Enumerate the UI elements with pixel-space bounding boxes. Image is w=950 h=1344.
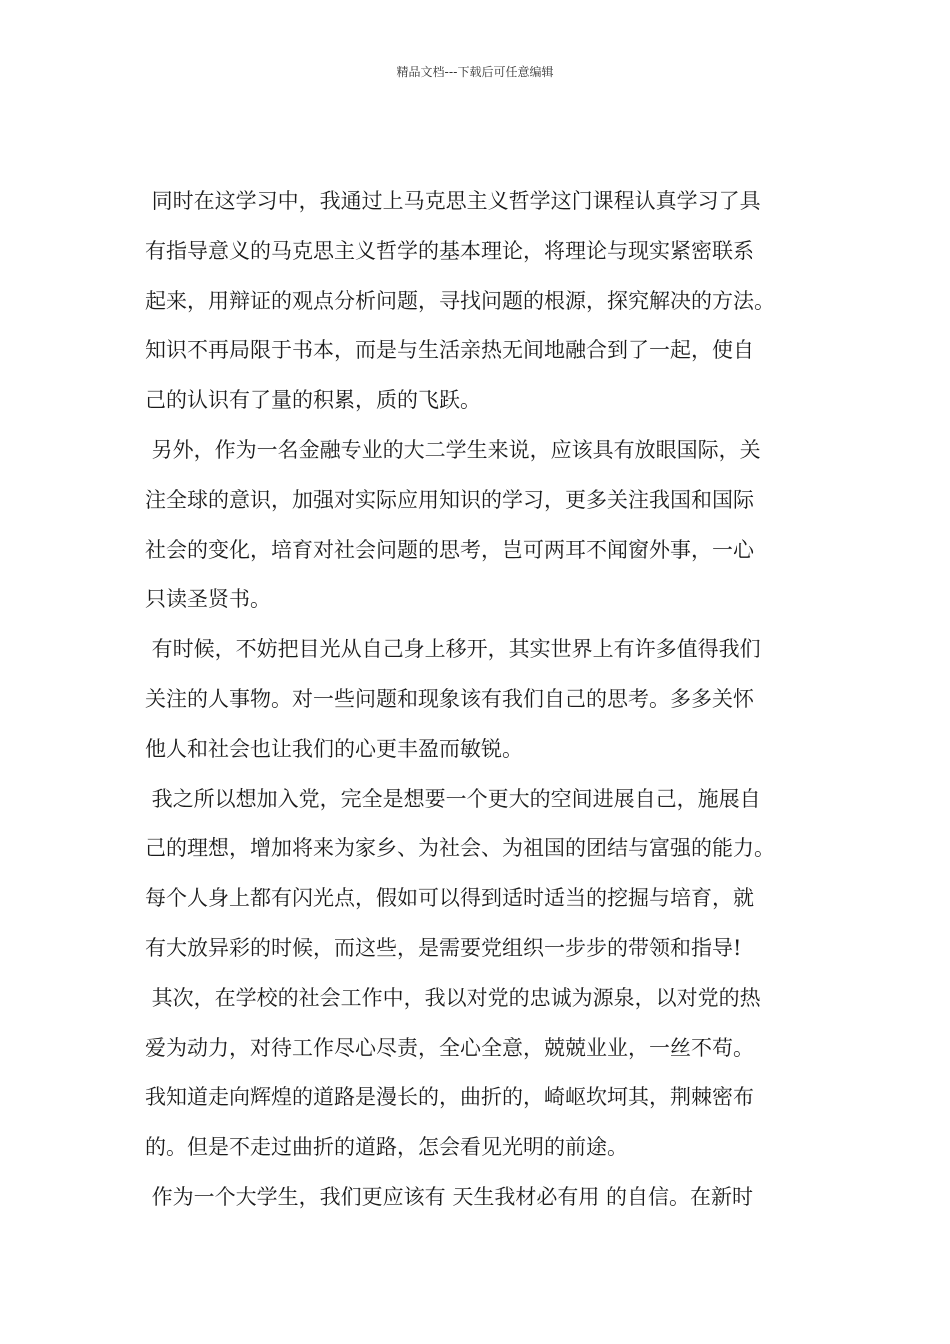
text-line: 其次，在学校的社会工作中，我以对党的忠诚为源泉，以对党的热 (145, 985, 761, 1010)
text-line: 作为一个大学生，我们更应该有 天生我材必有用 的自信。在新时 (145, 1184, 754, 1209)
body-text (145, 177, 825, 1223)
text-line: 他人和社会也让我们的心更丰盈而敏锐。 (145, 736, 523, 761)
text-line: 起来，用辩证的观点分析问题，寻找问题的根源，探究解决的方法。 (145, 288, 775, 313)
text-line: 只读圣贤书。 (145, 587, 271, 612)
text-line: 爱为动力，对待工作尽心尽责，全心全意，兢兢业业，一丝不苟。 (145, 1035, 754, 1060)
text-line: 我之所以想加入党，完全是想要一个更大的空间进展自己，施展自 (145, 786, 761, 811)
text-line: 另外，作为一名金融专业的大二学生来说，应该具有放眼国际，关 (145, 437, 761, 462)
text-line: 同时在这学习中，我通过上马克思主义哲学这门课程认真学习了具 (145, 189, 761, 213)
text-line: 有时候，不妨把目光从自己身上移开，其实世界上有许多值得我们 (145, 637, 761, 662)
text-line: 关注的人事物。对一些问题和现象该有我们自己的思考。多多关怀 (145, 686, 754, 711)
text-line: 有指导意义的马克思主义哲学的基本理论，将理论与现实紧密联系 (145, 238, 754, 263)
text-line: 的。但是不走过曲折的道路，怎会看见光明的前途。 (145, 1135, 628, 1160)
text-line: 有大放异彩的时候，而这些，是需要党组织一步步的带领和指导! (145, 935, 742, 960)
page-header: 精品文档---下载后可任意编辑 (396, 65, 554, 79)
text-line: 己的理想，增加将来为家乡、为社会、为祖国的团结与富强的能力。 (145, 836, 775, 861)
text-line: 我知道走向辉煌的道路是漫长的，曲折的，崎岖坎坷其，荆棘密布 (145, 1085, 754, 1110)
text-line: 每个人身上都有闪光点，假如可以得到适时适当的挖掘与培育，就 (145, 886, 754, 911)
text-line: 己的认识有了量的积累，质的飞跃。 (145, 388, 481, 413)
text-line: 社会的变化，培育对社会问题的思考，岂可两耳不闻窗外事，一心 (145, 537, 754, 562)
text-line: 注全球的意识，加强对实际应用知识的学习，更多关注我国和国际 (145, 487, 754, 512)
text-line: 知识不再局限于书本，而是与生活亲热无间地融合到了一起，使自 (145, 338, 754, 363)
